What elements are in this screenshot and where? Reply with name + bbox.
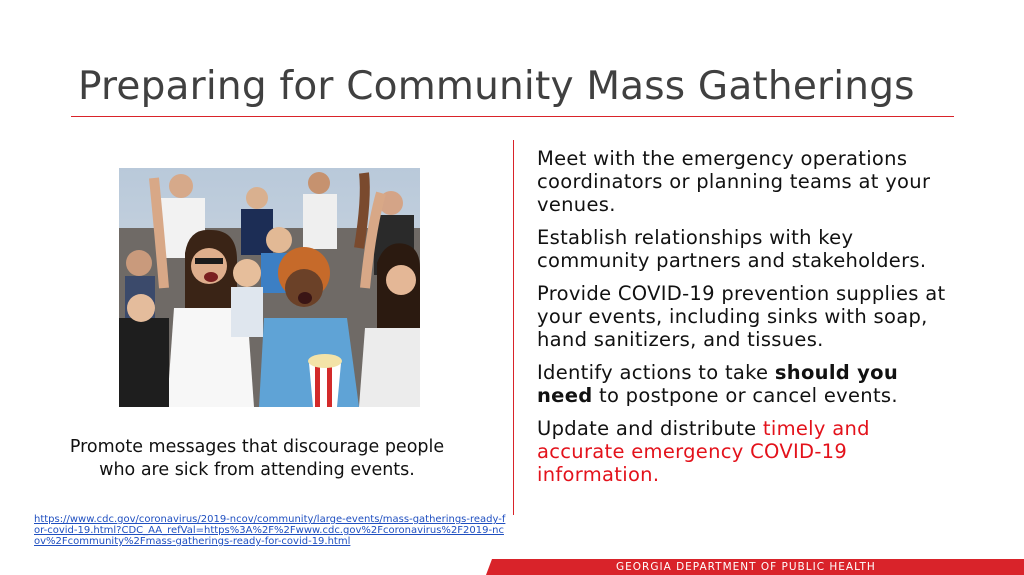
bullet-provide-supplies: Provide COVID-19 prevention supplies at your events, including sinks with soap, hand sanitizers, and tissues.	[537, 282, 946, 351]
bullet-list	[537, 147, 947, 496]
caption-line-1: Promote messages that discourage people	[69, 437, 445, 457]
bullet-identify-actions-end: to postpone or cancel events.	[592, 384, 898, 407]
bullet-meet-coordinators: Meet with the emergency operations coordinators or planning teams at your venues.	[537, 147, 931, 216]
bullet-identify-actions	[537, 361, 947, 407]
bullet-update-distribute	[537, 417, 947, 486]
slide-title: Preparing for Community Mass Gatherings	[78, 64, 915, 109]
footer-org-name: GEORGIA DEPARTMENT OF PUBLIC HEALTH	[616, 561, 876, 573]
crowd-photo	[119, 168, 420, 407]
cdc-source-link[interactable]: https://www.cdc.gov/coronavirus/2019-ncov/community/large-events/mass-gatherings-ready-for-covid-19.html?CDC_AA_refVal=https%3A%2F%2Fwww.cdc.gov%2Fcoronavirus%2F2019-ncov%2Fcommunity%2Fmass-gatherings-ready-for-covid-19.html	[34, 514, 506, 547]
bullet-establish-relationships: Establish relationships with key community partners and stakeholders.	[537, 226, 927, 272]
bullet-update-distribute-start: Update and distribute	[537, 417, 763, 440]
photo-caption	[40, 436, 474, 482]
bullet-identify-actions-start: Identify actions to take	[537, 361, 775, 384]
caption-line-2: who are sick from attending events.	[99, 460, 415, 480]
bullet-identify-actions-emphasis: should you need	[537, 361, 899, 407]
bullet-update-distribute-highlight: timely and accurate emergency COVID-19 information.	[537, 417, 870, 486]
crowd-photo-illustration	[119, 168, 420, 407]
title-underline	[71, 116, 954, 117]
column-divider	[513, 140, 514, 515]
